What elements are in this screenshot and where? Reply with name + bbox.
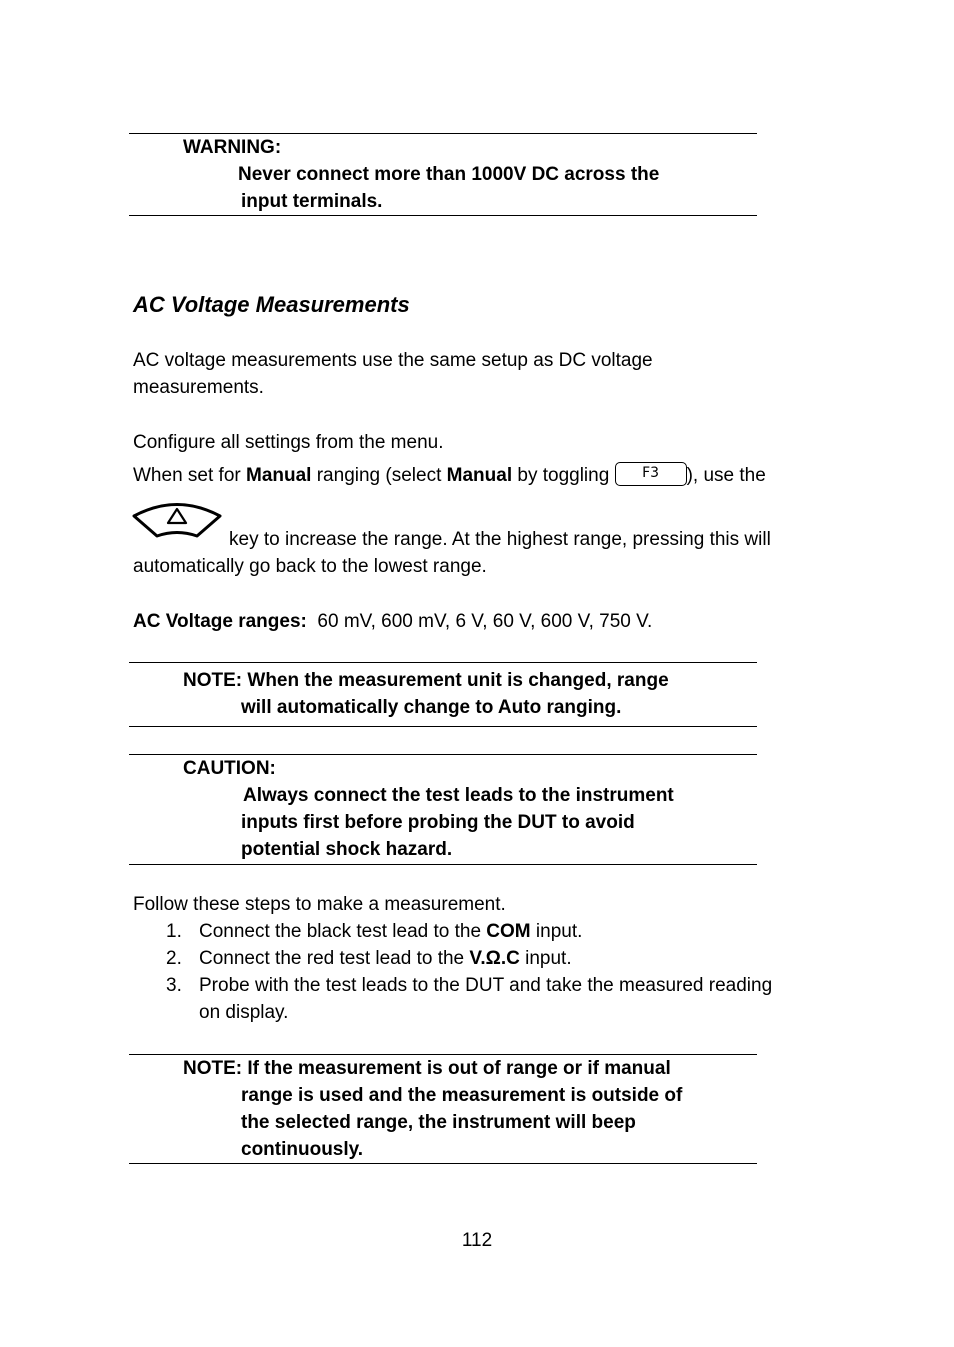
up-arrow-key-icon: [131, 499, 223, 541]
voltage-input-term: V.Ω.C: [469, 948, 520, 969]
configure-line-4: automatically go back to the lowest range.: [133, 556, 487, 577]
step-2-number: 2.: [166, 948, 182, 969]
configure-text-2: ranging (select: [311, 465, 447, 486]
step-3-line-2: on display.: [199, 1002, 289, 1023]
caution-bottom-rule: [129, 864, 757, 865]
note1-top-rule: [129, 662, 757, 663]
configure-text-4: ), use the: [686, 465, 766, 486]
note2-line-1: NOTE: If the measurement is out of range or if manual: [183, 1058, 671, 1079]
section-title: AC Voltage Measurements: [133, 292, 410, 317]
page-number: 112: [461, 1230, 493, 1251]
step-1-text: [199, 918, 582, 945]
note2-line-3: the selected range, the instrument will beep: [241, 1112, 636, 1133]
ranges-label: AC Voltage ranges:: [133, 611, 307, 632]
configure-text-1: When set for: [133, 465, 246, 486]
intro-line-1: AC voltage measurements use the same setup as DC voltage: [133, 350, 653, 371]
note1-line-1: NOTE: When the measurement unit is changed, range: [183, 670, 669, 691]
note1-line-2: will automatically change to Auto ranging.: [241, 697, 622, 718]
f3-key-icon: F3: [615, 462, 687, 486]
step-2-text-c: input.: [519, 948, 572, 969]
step-3-number: 3.: [166, 975, 182, 996]
manual-term-1: Manual: [246, 465, 312, 486]
note2-bottom-rule: [129, 1163, 757, 1164]
note2-line-2: range is used and the measurement is outside of: [241, 1085, 683, 1106]
step-2-text-a: Connect the red test lead to the: [199, 948, 470, 969]
note1-bottom-rule: [129, 726, 757, 727]
warning-label: WARNING:: [183, 137, 282, 158]
configure-line-3: key to increase the range. At the highest range, pressing this will: [229, 529, 771, 550]
ranges-value: 60 mV, 600 mV, 6 V, 60 V, 600 V, 750 V.: [317, 611, 653, 632]
warning-line-2: input terminals.: [241, 191, 383, 212]
step-3-line-1: Probe with the test leads to the DUT and take the measured reading: [199, 975, 773, 996]
com-input-term: COM: [486, 921, 531, 942]
configure-line-1: Configure all settings from the menu.: [133, 432, 444, 453]
ranges-line: [133, 608, 652, 635]
caution-line-2: inputs first before probing the DUT to avoid: [241, 812, 635, 833]
step-1-text-a: Connect the black test lead to the: [199, 921, 487, 942]
note2-line-4: continuously.: [241, 1139, 364, 1160]
configure-line-2: [133, 462, 766, 489]
steps-intro: Follow these steps to make a measurement.: [133, 894, 506, 915]
configure-text-3: by toggling: [512, 465, 615, 486]
caution-line-1: Always connect the test leads to the instrument: [243, 785, 674, 806]
intro-line-2: measurements.: [133, 377, 264, 398]
step-1-number: 1.: [166, 921, 182, 942]
step-1-text-c: input.: [530, 921, 583, 942]
warning-line-1: Never connect more than 1000V DC across the: [238, 164, 660, 185]
manual-term-2: Manual: [446, 465, 513, 486]
caution-label: CAUTION:: [183, 758, 276, 779]
warning-bottom-rule: [129, 215, 757, 216]
caution-line-3: potential shock hazard.: [241, 839, 453, 860]
step-2-text: [199, 945, 572, 972]
